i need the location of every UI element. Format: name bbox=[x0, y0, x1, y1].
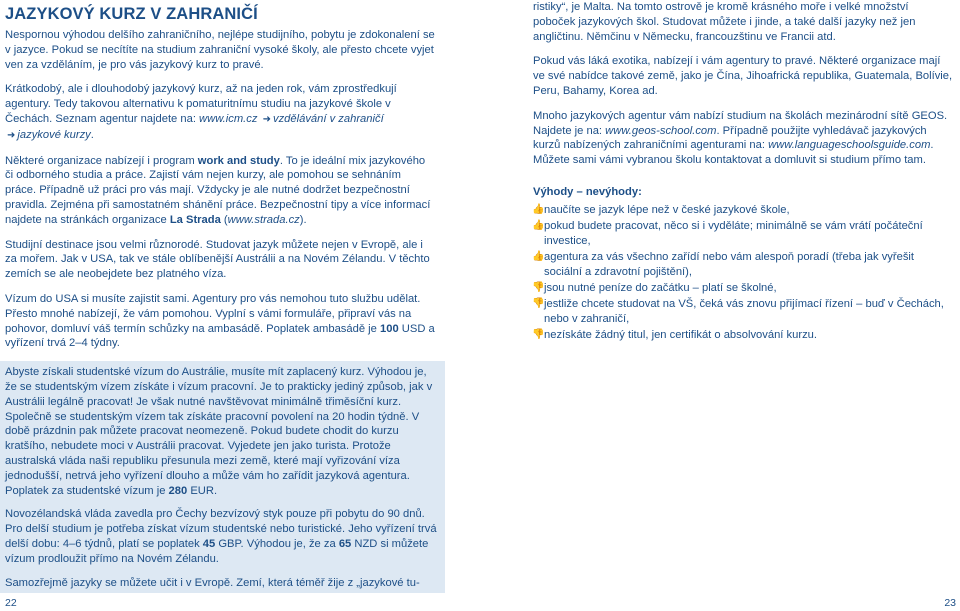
usa-visa-paragraph: Vízum do USA si musíte zajistit sami. Agentury pro vás nemohou tuto službu udělat. Přesto mnohé nabízejí, že vám pomohou. Vyplní s vámi formuláře, připraví vás na pohovor, domluví váš termín schůzky na ambasádě. Poplatek ambasádě je 100 USD a vyřízení trvá 2–4 týdny. bbox=[5, 292, 435, 350]
pros-cons-heading: Výhody – nevýhody: bbox=[533, 185, 642, 198]
visa-info-band bbox=[0, 361, 445, 593]
work-study-paragraph: Některé organizace nabízejí i program work and study. To je ideální mix jazykového či odborného studia a práce. Zajistí vám nejen kurzy, ale pomohou se sehnáním práce. Případně už práci pro vás mají. Vždycky je ale nutné dodržet bezpečnostní pravidla. Zejména při samostatném shánění práce. Bezpečnostní tipy a více informací najdete na stránkách organizace La Strada (www.strada.cz). bbox=[5, 154, 431, 226]
right-column bbox=[533, 0, 953, 344]
thumb-up-icon: 👍 bbox=[532, 203, 545, 215]
con-item: 👎 jestliže chcete studovat na VŠ, čeká vás znovu přijímací řízení – buď v Čechách, nebo v zahraničí, bbox=[532, 297, 944, 325]
thumb-down-icon: 👎 bbox=[532, 281, 545, 293]
arrow-icon: ➜ bbox=[262, 113, 271, 125]
page-number-right: 23 bbox=[944, 597, 956, 609]
breadcrumb-language-courses: jazykové kurzy bbox=[17, 128, 91, 141]
pro-item: 👍 naučíte se jazyk lépe než v české jazykové škole, bbox=[532, 203, 790, 216]
europe-paragraph: Samozřejmě jazyky se můžete učit i v Evropě. Zemí, která téměř žije z „jazykové tu- bbox=[5, 576, 420, 589]
page-number-left: 22 bbox=[5, 597, 17, 609]
thumb-down-icon: 👎 bbox=[532, 297, 545, 309]
australia-visa-paragraph: Abyste získali studentské vízum do Austrálie, musíte mít zaplacený kurz. Výhodou je, že se studentským vízem získáte i vízum pracovní. Je to prakticky jediný způsob, jak v Austrálii legálně pracovat! Je však nutné navštěvovat minimálně třiměsíční kurz. Společně se studentským vízem tak získáte pracovní povolení na 20 hodin týdně. V době prázdnin pak můžete pracovat neomezeně. Pokud budete chodit do kurzu kratšího, nebudete moci v Austrálii pracovat. Vyjedete jen jako turista. Protože australská vláda naši republiku přesunula mezi země, které mají vyřizování víza jednodušší, netrvá jeho vyřízení dlouho a může vám ho zařídit jazyková agentura. Poplatek za studentské vízum je 280 EUR. bbox=[5, 366, 433, 497]
pro-item: 👍 pokud budete pracovat, něco si i vyděláte; minimálně se vám vrátí počáteční investice, bbox=[532, 219, 923, 247]
pros-cons-list bbox=[533, 203, 953, 343]
destinations-paragraph: Studijní destinace jsou velmi různorodé. Studovat jazyk můžete nejen v Evropě, ale i za mořem. Jak v USA, tak ve stále oblíbenější Austrálii a na Novém Zélandu. V těchto zemích se ale neobejdete bez platného víza. bbox=[5, 238, 430, 281]
thumb-up-icon: 👍 bbox=[532, 250, 545, 262]
agencies-paragraph: Krátkodobý, ale i dlouhodobý jazykový kurz, až na jeden rok, vám zprostředkují agentury. Tedy takovou alternativu k pomaturitnímu studiu na jazykové škole v Čechách. Seznam agentur najdete na: www.icm.cz ➜ vzdělávání v zahraničí ➜ jazykové kurzy. bbox=[5, 83, 397, 141]
thumb-up-icon: 👍 bbox=[532, 219, 545, 231]
pro-item: 👍 agentura za vás všechno zařídí nebo vám alespoň poradí (třeba jak vyřešit sociální a zdravotní pojištění), bbox=[532, 250, 915, 278]
intro-paragraph: Nespornou výhodou delšího zahraničního, nejlépe studijního, pobytu je zdokonalení se v jazyce. Pokud se necítíte na studium zahraniční vysoké školy, ale přesto chcete vyjet ven za vzděláním, je pro vás jazykový kurz to pravé. bbox=[5, 29, 435, 71]
breadcrumb-education-abroad: vzdělávání v zahraničí bbox=[272, 112, 384, 125]
con-item: 👎 jsou nutné peníze do začátku – platí se školné, bbox=[532, 281, 777, 294]
geos-link[interactable]: www.geos-school.com bbox=[605, 124, 717, 137]
new-zealand-visa-paragraph: Novozélandská vláda zavedla pro Čechy bezvízový styk pouze při pobytu do 90 dnů. Pro delší studium je potřeba získat vízum studentské nebo turistické. Jeho vyřízení trvá delší dobu: 4–6 týdnů, platí se poplatek 45 GBP. Výhodou je, že za 65 NZD si můžete vízum prodloužit přímo na Novém Zélandu. bbox=[5, 508, 437, 565]
icm-link[interactable]: www.icm.cz bbox=[199, 112, 258, 125]
page-title: JAZYKOVÝ KURZ V ZAHRANIČÍ bbox=[5, 5, 258, 23]
left-column bbox=[5, 0, 435, 593]
malta-paragraph: ristiky“, je Malta. Na tomto ostrově je kromě krásného moře i velké množství poboček jazykových škol. Studovat můžete i jinde, a také další jazyky než jen angličtinu. Němčinu v Německu, francouzštinu ve Francii atd. bbox=[533, 1, 916, 43]
thumb-down-icon: 👎 bbox=[532, 328, 545, 340]
exotic-paragraph: Pokud vás láká exotika, nabízejí i vám agentury to pravé. Některé organizace mají ve své nabídce takové země, jako je Čína, Jihoafrická republika, Guatemala, Bolívie, Peru, Bahamy, Korea ad. bbox=[533, 55, 953, 97]
geos-paragraph: Mnoho jazykových agentur vám nabízí studium na školách mezinárodní sítě GEOS. Najdete je na: www.geos-school.com. Případně použijte vyhledávač jazykových kurzů nabízených zahraničními agenturami na: www.languageschoolsguide.com. Můžete sami vámi vybranou školu kontaktovat a domluvit si studium přímo tam. bbox=[533, 109, 948, 167]
languageschoolsguide-link[interactable]: www.languageschoolsguide.com bbox=[768, 139, 931, 152]
con-item: 👎 nezískáte žádný titul, jen certifikát o absolvování kurzu. bbox=[532, 328, 817, 341]
arrow-icon: ➜ bbox=[7, 129, 16, 141]
strada-link[interactable]: www.strada.cz bbox=[227, 213, 300, 226]
